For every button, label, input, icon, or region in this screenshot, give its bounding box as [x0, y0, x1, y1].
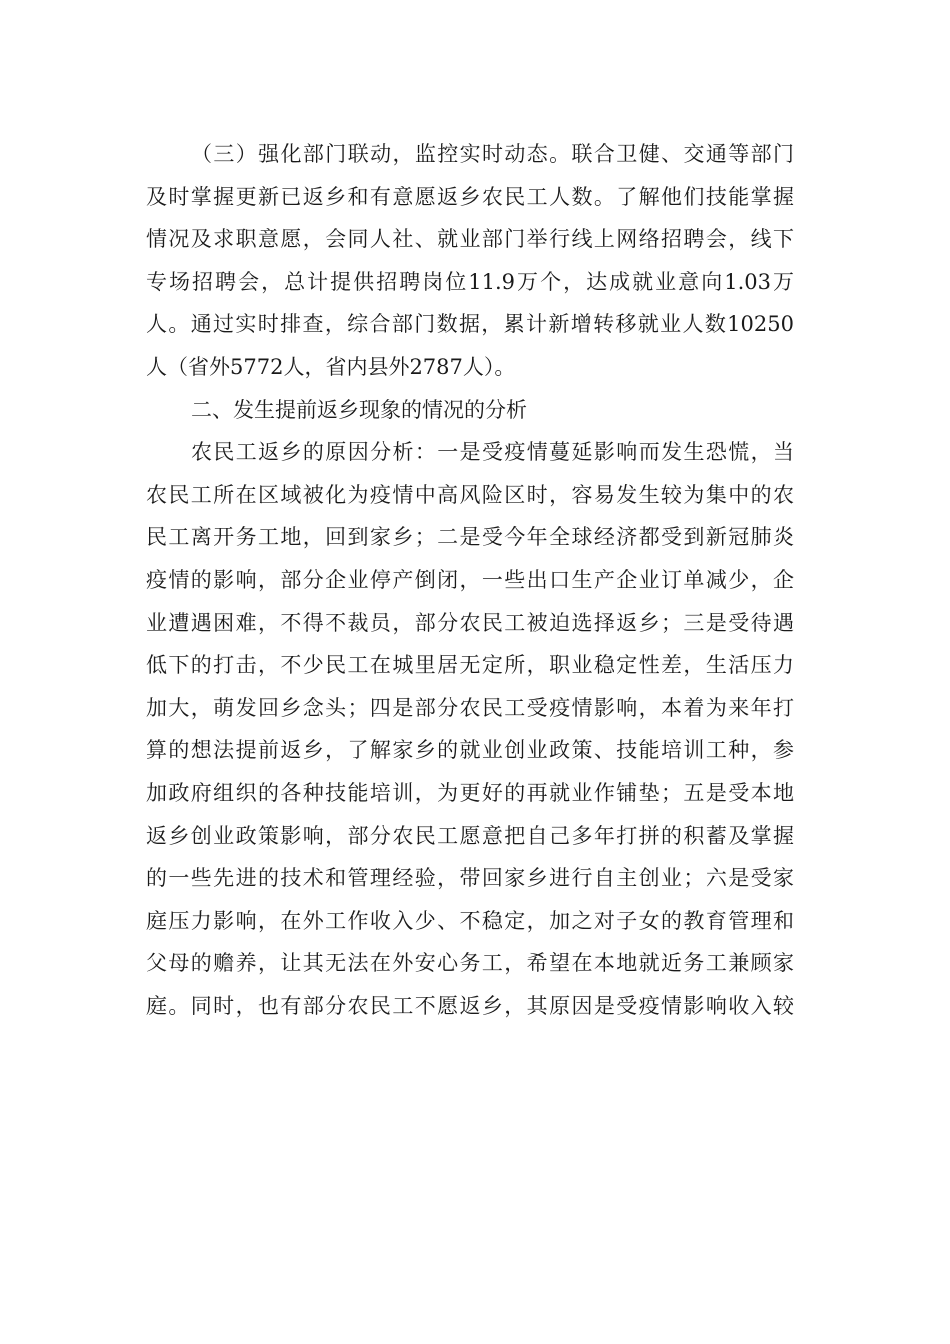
paragraph-3-line-7: 加大，萌发回乡念头；四是部分农民工受疫情影响，本着为来年打	[146, 695, 794, 720]
document-body	[146, 133, 794, 1027]
paragraph-1-line-5: 人。通过实时排查，综合部门数据，累计新增转移就业人数10250	[146, 312, 794, 337]
paragraph-1-line-6: 人（省外5772人，省内县外2787人）。	[146, 354, 516, 379]
paragraph-3-line-14: 庭。同时，也有部分农民工不愿返乡，其原因是受疫情影响收入较	[146, 993, 794, 1018]
paragraph-3-line-13: 父母的赡养，让其无法在外安心务工，希望在本地就近务工兼顾家	[146, 951, 794, 976]
paragraph-1-line-1: （三）强化部门联动，监控实时动态。联合卫健、交通等部门	[191, 142, 794, 166]
paragraph-1-line-2: 及时掌握更新已返乡和有意愿返乡农民工人数。了解他们技能掌握	[146, 184, 794, 209]
paragraph-3-line-5: 业遭遇困难，不得不裁员，部分农民工被迫选择返乡；三是受待遇	[146, 610, 794, 635]
paragraph-3-line-4: 疫情的影响，部分企业停产倒闭，一些出口生产企业订单减少，企	[146, 567, 794, 592]
paragraph-1-line-3: 情况及求职意愿，会同人社、就业部门举行线上网络招聘会，线下	[146, 227, 794, 252]
paragraph-3-line-3: 民工离开务工地，回到家乡；二是受今年全球经济都受到新冠肺炎	[146, 525, 794, 550]
paragraph-3-line-9: 加政府组织的各种技能培训，为更好的再就业作铺垫；五是受本地	[146, 780, 794, 805]
paragraph-1-line-4: 专场招聘会，总计提供招聘岗位11.9万个，达成就业意向1.03万	[146, 269, 794, 294]
paragraph-3-line-6: 低下的打击，不少民工在城里居无定所，职业稳定性差，生活压力	[146, 653, 794, 678]
paragraph-3-line-10: 返乡创业政策影响，部分农民工愿意把自己多年打拼的积蓄及掌握	[146, 823, 794, 848]
paragraph-3-line-1: 农民工返乡的原因分析：一是受疫情蔓延影响而发生恐慌，当	[191, 440, 794, 465]
section-heading: 二、发生提前返乡现象的情况的分析	[191, 397, 527, 422]
paragraph-3-line-11: 的一些先进的技术和管理经验，带回家乡进行自主创业；六是受家	[146, 866, 794, 891]
paragraph-3-line-12: 庭压力影响，在外工作收入少、不稳定，加之对子女的教育管理和	[146, 908, 794, 933]
paragraph-3-line-2: 农民工所在区域被化为疫情中高风险区时，容易发生较为集中的农	[146, 482, 794, 507]
paragraph-3-line-8: 算的想法提前返乡，了解家乡的就业创业政策、技能培训工种，参	[146, 738, 794, 763]
